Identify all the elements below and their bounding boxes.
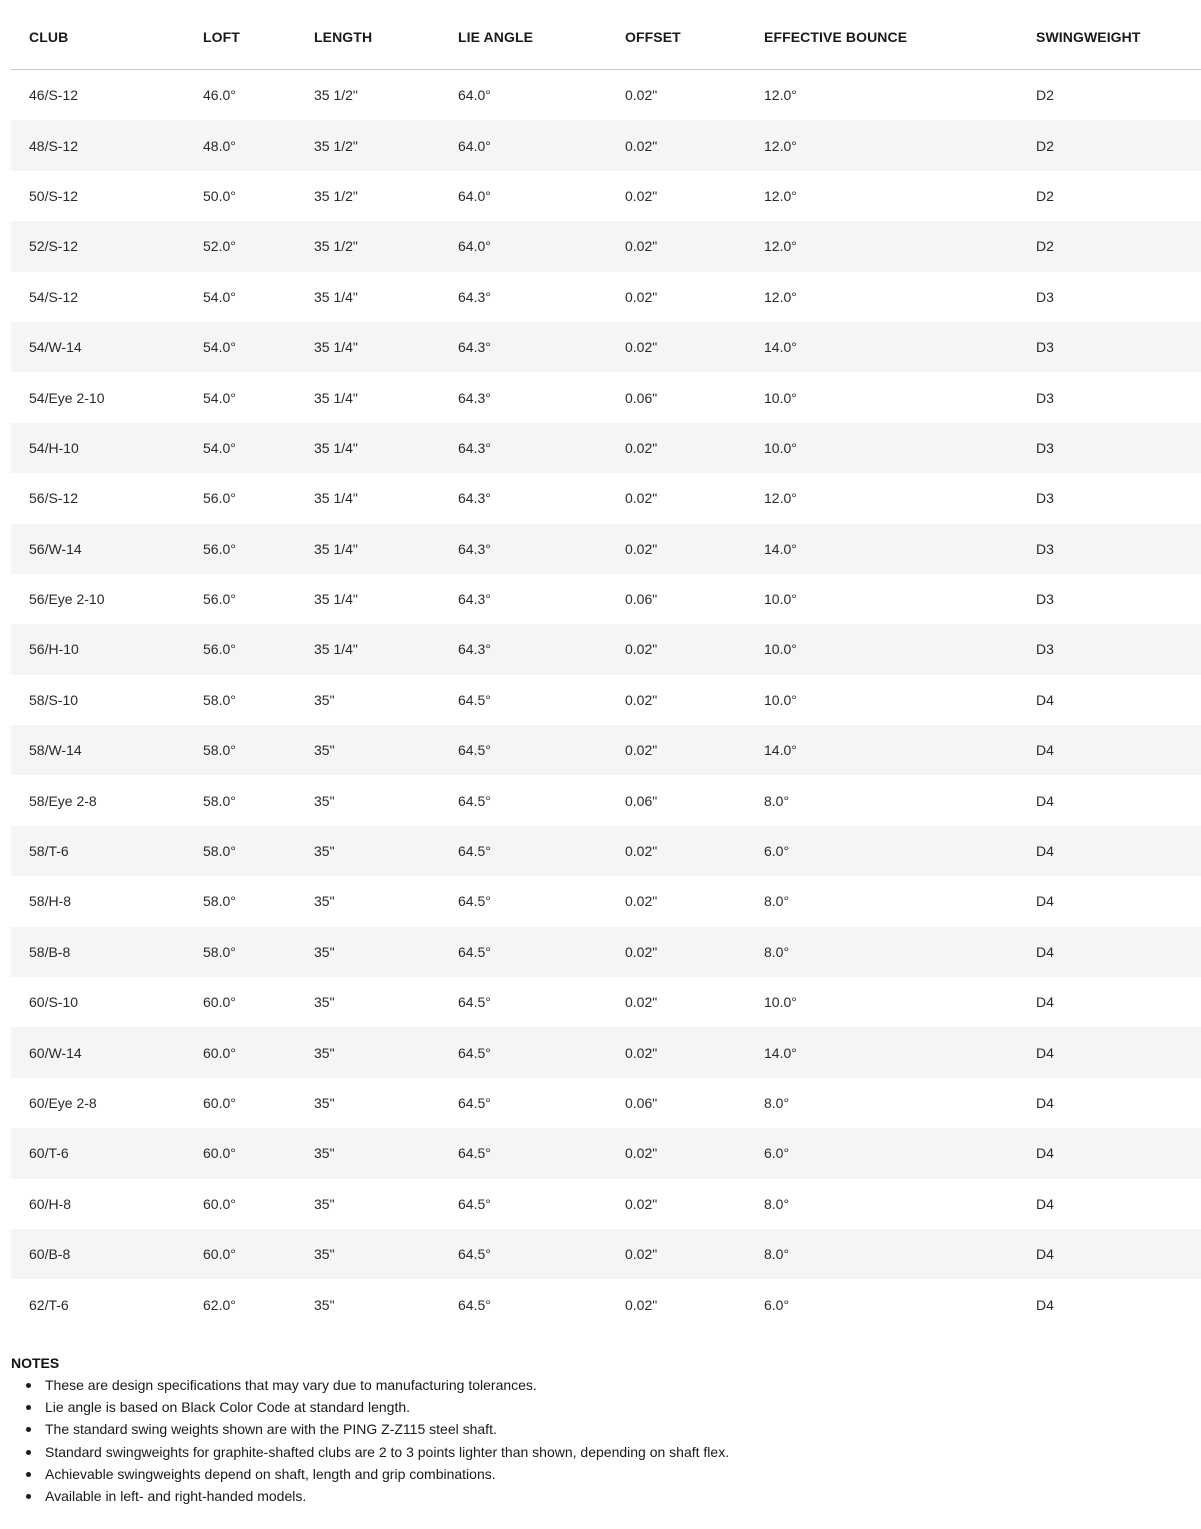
bullet-icon xyxy=(26,1494,31,1499)
cell-loft: 60.0° xyxy=(203,994,236,1011)
cell-swingweight: D4 xyxy=(1036,994,1054,1011)
table-row xyxy=(11,927,1201,977)
notes-section xyxy=(11,1355,1191,1510)
cell-swingweight: D2 xyxy=(1036,187,1054,204)
cell-club: 50/S-12 xyxy=(29,187,79,204)
cell-effective-bounce: 10.0° xyxy=(764,591,797,608)
column-header-swingweight: SWINGWEIGHT xyxy=(1036,29,1141,45)
cell-loft: 54.0° xyxy=(203,339,236,356)
cell-lie-angle: 64.3° xyxy=(458,591,491,608)
cell-loft: 56.0° xyxy=(203,641,236,658)
cell-offset: 0.02" xyxy=(625,1246,658,1263)
cell-offset: 0.02" xyxy=(625,1195,658,1212)
cell-swingweight: D3 xyxy=(1036,591,1054,608)
cell-offset: 0.02" xyxy=(625,843,658,860)
table-row xyxy=(11,624,1201,674)
cell-loft: 58.0° xyxy=(203,691,236,708)
cell-swingweight: D3 xyxy=(1036,288,1054,305)
cell-effective-bounce: 8.0° xyxy=(764,1195,790,1212)
cell-loft: 56.0° xyxy=(203,591,236,608)
cell-effective-bounce: 10.0° xyxy=(764,691,797,708)
table-row xyxy=(11,120,1201,170)
cell-lie-angle: 64.3° xyxy=(458,288,491,305)
cell-swingweight: D4 xyxy=(1036,893,1054,910)
cell-loft: 60.0° xyxy=(203,1246,236,1263)
cell-lie-angle: 64.5° xyxy=(458,792,491,809)
cell-offset: 0.02" xyxy=(625,87,658,104)
cell-swingweight: D4 xyxy=(1036,691,1054,708)
cell-length: 35 1/4" xyxy=(314,439,358,456)
cell-swingweight: D4 xyxy=(1036,1195,1054,1212)
bullet-icon xyxy=(26,1450,31,1455)
note-item xyxy=(11,1444,1191,1466)
cell-lie-angle: 64.5° xyxy=(458,1195,491,1212)
cell-offset: 0.02" xyxy=(625,994,658,1011)
cell-lie-angle: 64.5° xyxy=(458,1246,491,1263)
cell-club: 56/H-10 xyxy=(29,641,79,658)
table-row xyxy=(11,1078,1201,1128)
cell-effective-bounce: 10.0° xyxy=(764,439,797,456)
cell-offset: 0.02" xyxy=(625,288,658,305)
cell-club: 54/W-14 xyxy=(29,339,82,356)
cell-lie-angle: 64.3° xyxy=(458,439,491,456)
cell-swingweight: D3 xyxy=(1036,641,1054,658)
note-text: Available in left- and right-handed models. xyxy=(45,1487,307,1504)
cell-loft: 48.0° xyxy=(203,137,236,154)
cell-offset: 0.02" xyxy=(625,490,658,507)
table-row xyxy=(11,70,1201,120)
cell-length: 35" xyxy=(314,1195,335,1212)
cell-effective-bounce: 14.0° xyxy=(764,1044,797,1061)
cell-swingweight: D4 xyxy=(1036,943,1054,960)
cell-effective-bounce: 14.0° xyxy=(764,339,797,356)
cell-lie-angle: 64.5° xyxy=(458,1296,491,1313)
cell-lie-angle: 64.5° xyxy=(458,943,491,960)
cell-offset: 0.02" xyxy=(625,893,658,910)
table-body xyxy=(11,70,1201,1330)
cell-club: 46/S-12 xyxy=(29,87,79,104)
cell-club: 60/W-14 xyxy=(29,1044,82,1061)
cell-swingweight: D3 xyxy=(1036,389,1054,406)
cell-swingweight: D4 xyxy=(1036,1044,1054,1061)
cell-offset: 0.02" xyxy=(625,1296,658,1313)
cell-loft: 60.0° xyxy=(203,1145,236,1162)
note-text: Achievable swingweights depend on shaft, length and grip combinations. xyxy=(45,1465,496,1482)
cell-swingweight: D4 xyxy=(1036,843,1054,860)
cell-length: 35 1/2" xyxy=(314,238,358,255)
cell-offset: 0.02" xyxy=(625,540,658,557)
cell-swingweight: D2 xyxy=(1036,87,1054,104)
cell-effective-bounce: 14.0° xyxy=(764,742,797,759)
cell-offset: 0.06" xyxy=(625,1095,658,1111)
table-row xyxy=(11,826,1201,876)
table-row xyxy=(11,675,1201,725)
cell-length: 35" xyxy=(314,1296,335,1313)
cell-loft: 62.0° xyxy=(203,1296,236,1313)
cell-club: 56/Eye 2-10 xyxy=(29,591,105,608)
note-text: Lie angle is based on Black Color Code at standard length. xyxy=(45,1399,411,1416)
note-text: Standard swingweights for graphite-shafted clubs are 2 to 3 points lighter than shown, depending on shaft flex. xyxy=(45,1443,730,1460)
cell-effective-bounce: 12.0° xyxy=(764,137,797,154)
column-header-club: CLUB xyxy=(29,29,69,45)
cell-lie-angle: 64.5° xyxy=(458,1095,491,1111)
table-row xyxy=(11,473,1201,523)
cell-club: 58/Eye 2-8 xyxy=(29,792,97,809)
cell-club: 56/W-14 xyxy=(29,540,82,557)
note-text: These are design specifications that may vary due to manufacturing tolerances. xyxy=(45,1377,537,1393)
cell-effective-bounce: 6.0° xyxy=(764,843,790,860)
cell-effective-bounce: 12.0° xyxy=(764,288,797,305)
cell-offset: 0.02" xyxy=(625,742,658,759)
cell-length: 35 1/2" xyxy=(314,87,358,104)
cell-length: 35" xyxy=(314,893,335,910)
cell-club: 58/S-10 xyxy=(29,691,79,708)
cell-offset: 0.06" xyxy=(625,792,658,809)
specs-table xyxy=(11,5,1201,1330)
column-header-effective-bounce: EFFECTIVE BOUNCE xyxy=(764,29,908,45)
notes-title: NOTES xyxy=(11,1355,60,1371)
cell-offset: 0.02" xyxy=(625,641,658,658)
cell-effective-bounce: 10.0° xyxy=(764,994,797,1011)
cell-offset: 0.02" xyxy=(625,1044,658,1061)
cell-loft: 58.0° xyxy=(203,893,236,910)
cell-club: 48/S-12 xyxy=(29,137,79,154)
cell-swingweight: D2 xyxy=(1036,238,1054,255)
cell-length: 35" xyxy=(314,691,335,708)
note-item xyxy=(11,1399,1191,1421)
table-row xyxy=(11,372,1201,422)
cell-loft: 50.0° xyxy=(203,187,236,204)
bullet-icon xyxy=(26,1383,31,1388)
cell-length: 35" xyxy=(314,943,335,960)
cell-effective-bounce: 12.0° xyxy=(764,490,797,507)
cell-loft: 54.0° xyxy=(203,439,236,456)
cell-swingweight: D4 xyxy=(1036,792,1054,809)
cell-loft: 56.0° xyxy=(203,540,236,557)
cell-swingweight: D3 xyxy=(1036,339,1054,356)
cell-club: 58/W-14 xyxy=(29,742,82,759)
cell-swingweight: D4 xyxy=(1036,1145,1054,1162)
cell-lie-angle: 64.0° xyxy=(458,238,491,255)
cell-effective-bounce: 8.0° xyxy=(764,792,790,809)
cell-club: 58/B-8 xyxy=(29,943,71,960)
cell-effective-bounce: 10.0° xyxy=(764,389,797,406)
cell-loft: 60.0° xyxy=(203,1195,236,1212)
cell-offset: 0.02" xyxy=(625,691,658,708)
cell-lie-angle: 64.5° xyxy=(458,691,491,708)
table-row xyxy=(11,171,1201,221)
cell-club: 54/S-12 xyxy=(29,288,79,305)
cell-club: 60/Eye 2-8 xyxy=(29,1095,97,1111)
cell-length: 35" xyxy=(314,792,335,809)
cell-length: 35 1/2" xyxy=(314,137,358,154)
cell-effective-bounce: 8.0° xyxy=(764,893,790,910)
cell-club: 60/H-8 xyxy=(29,1195,72,1212)
cell-offset: 0.02" xyxy=(625,187,658,204)
cell-length: 35" xyxy=(314,742,335,759)
cell-lie-angle: 64.3° xyxy=(458,389,491,406)
cell-length: 35 1/4" xyxy=(314,389,358,406)
cell-lie-angle: 64.5° xyxy=(458,1044,491,1061)
cell-loft: 54.0° xyxy=(203,288,236,305)
column-header-offset: OFFSET xyxy=(625,29,681,45)
cell-loft: 60.0° xyxy=(203,1095,236,1111)
cell-lie-angle: 64.5° xyxy=(458,1145,491,1162)
table-row xyxy=(11,1128,1201,1178)
note-text: The standard swing weights shown are with the PING Z-Z115 steel shaft. xyxy=(45,1421,497,1438)
cell-loft: 58.0° xyxy=(203,943,236,960)
cell-club: 54/H-10 xyxy=(29,439,79,456)
cell-swingweight: D4 xyxy=(1036,1296,1054,1313)
cell-lie-angle: 64.3° xyxy=(458,641,491,658)
cell-length: 35" xyxy=(314,843,335,860)
cell-club: 58/H-8 xyxy=(29,893,72,910)
note-item xyxy=(11,1488,1191,1510)
cell-swingweight: D4 xyxy=(1036,742,1054,759)
cell-loft: 52.0° xyxy=(203,238,236,255)
cell-offset: 0.02" xyxy=(625,439,658,456)
cell-lie-angle: 64.0° xyxy=(458,87,491,104)
table-row xyxy=(11,574,1201,624)
bullet-icon xyxy=(26,1472,31,1477)
cell-swingweight: D3 xyxy=(1036,439,1054,456)
bullet-icon xyxy=(26,1405,31,1410)
cell-length: 35" xyxy=(314,1095,335,1111)
cell-lie-angle: 64.0° xyxy=(458,137,491,154)
cell-club: 62/T-6 xyxy=(29,1296,69,1313)
table-row xyxy=(11,1279,1201,1329)
note-item xyxy=(11,1466,1191,1488)
cell-club: 58/T-6 xyxy=(29,843,69,860)
cell-length: 35 1/4" xyxy=(314,288,358,305)
cell-club: 52/S-12 xyxy=(29,238,79,255)
column-header-loft: LOFT xyxy=(203,29,240,45)
cell-offset: 0.06" xyxy=(625,591,658,608)
cell-offset: 0.02" xyxy=(625,137,658,154)
cell-effective-bounce: 6.0° xyxy=(764,1296,790,1313)
table-row xyxy=(11,1229,1201,1279)
cell-lie-angle: 64.3° xyxy=(458,490,491,507)
cell-loft: 60.0° xyxy=(203,1044,236,1061)
cell-lie-angle: 64.0° xyxy=(458,187,491,204)
table-row xyxy=(11,322,1201,372)
cell-lie-angle: 64.5° xyxy=(458,893,491,910)
cell-effective-bounce: 8.0° xyxy=(764,1246,790,1263)
cell-swingweight: D3 xyxy=(1036,490,1054,507)
cell-loft: 58.0° xyxy=(203,742,236,759)
cell-swingweight: D4 xyxy=(1036,1246,1054,1263)
table-row xyxy=(11,977,1201,1027)
cell-swingweight: D3 xyxy=(1036,540,1054,557)
cell-length: 35 1/4" xyxy=(314,490,358,507)
cell-effective-bounce: 12.0° xyxy=(764,87,797,104)
cell-loft: 58.0° xyxy=(203,843,236,860)
cell-length: 35" xyxy=(314,1145,335,1162)
table-row xyxy=(11,221,1201,271)
cell-length: 35" xyxy=(314,1246,335,1263)
table-row xyxy=(11,423,1201,473)
cell-club: 54/Eye 2-10 xyxy=(29,389,105,406)
cell-length: 35 1/4" xyxy=(314,540,358,557)
cell-length: 35 1/2" xyxy=(314,187,358,204)
cell-offset: 0.02" xyxy=(625,238,658,255)
cell-club: 60/T-6 xyxy=(29,1145,69,1162)
cell-swingweight: D4 xyxy=(1036,1095,1054,1111)
cell-length: 35 1/4" xyxy=(314,591,358,608)
cell-swingweight: D2 xyxy=(1036,137,1054,154)
table-header xyxy=(11,5,1201,70)
column-header-length: LENGTH xyxy=(314,29,373,45)
cell-offset: 0.02" xyxy=(625,1145,658,1162)
cell-effective-bounce: 10.0° xyxy=(764,641,797,658)
cell-effective-bounce: 14.0° xyxy=(764,540,797,557)
note-item xyxy=(11,1377,1191,1399)
cell-lie-angle: 64.5° xyxy=(458,994,491,1011)
cell-length: 35 1/4" xyxy=(314,641,358,658)
cell-effective-bounce: 12.0° xyxy=(764,187,797,204)
table-row xyxy=(11,775,1201,825)
cell-effective-bounce: 6.0° xyxy=(764,1145,790,1162)
table-row xyxy=(11,876,1201,926)
cell-offset: 0.02" xyxy=(625,339,658,356)
cell-length: 35" xyxy=(314,1044,335,1061)
cell-loft: 58.0° xyxy=(203,792,236,809)
note-item xyxy=(11,1421,1191,1443)
cell-lie-angle: 64.3° xyxy=(458,339,491,356)
cell-lie-angle: 64.3° xyxy=(458,540,491,557)
cell-length: 35 1/4" xyxy=(314,339,358,356)
table-row xyxy=(11,524,1201,574)
cell-loft: 56.0° xyxy=(203,490,236,507)
cell-lie-angle: 64.5° xyxy=(458,843,491,860)
table-row xyxy=(11,725,1201,775)
table-row xyxy=(11,1179,1201,1229)
cell-effective-bounce: 8.0° xyxy=(764,943,790,960)
cell-lie-angle: 64.5° xyxy=(458,742,491,759)
cell-club: 60/B-8 xyxy=(29,1246,71,1263)
cell-loft: 54.0° xyxy=(203,389,236,406)
cell-length: 35" xyxy=(314,994,335,1011)
cell-club: 60/S-10 xyxy=(29,994,79,1011)
bullet-icon xyxy=(26,1427,31,1432)
table-row xyxy=(11,272,1201,322)
cell-offset: 0.06" xyxy=(625,389,658,406)
cell-club: 56/S-12 xyxy=(29,490,79,507)
cell-loft: 46.0° xyxy=(203,87,236,104)
cell-effective-bounce: 8.0° xyxy=(764,1095,790,1111)
table-row xyxy=(11,1027,1201,1077)
column-header-lie-angle: LIE ANGLE xyxy=(458,29,534,45)
cell-offset: 0.02" xyxy=(625,943,658,960)
notes-list xyxy=(11,1377,1191,1510)
cell-effective-bounce: 12.0° xyxy=(764,238,797,255)
